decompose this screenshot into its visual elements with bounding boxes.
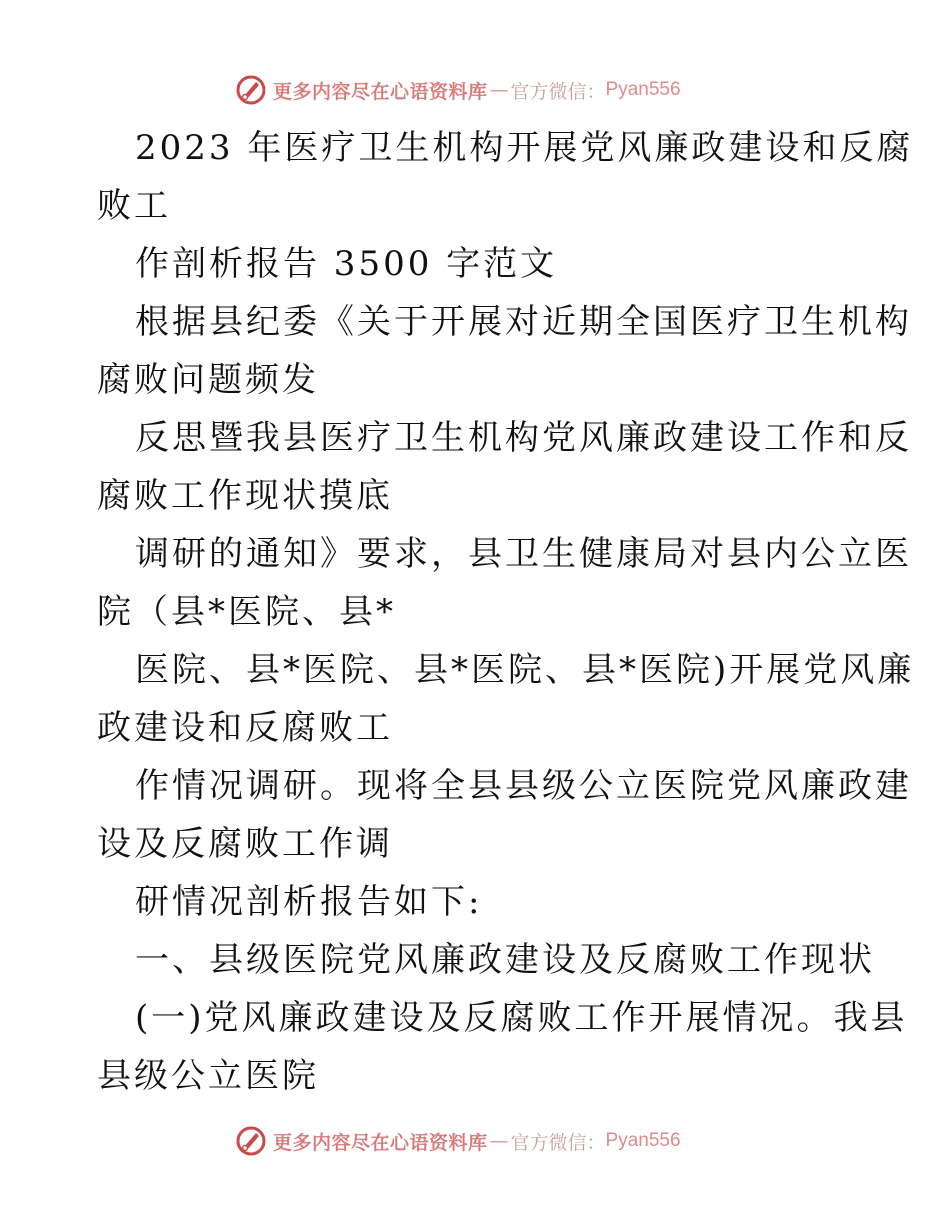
text-line-16: (一)党风廉政建设及反腐败工作开展情况。我县 [135,998,908,1038]
text-line-11: 政建设和反腐败工 [97,708,393,748]
text-line-5: 腐败问题频发 [97,360,319,400]
banner-main-text: 更多内容尽在心语资料库 [273,1131,488,1154]
text-line-13: 设及反腐败工作调 [97,824,393,864]
banner-wechat-id: Pyan556 [605,79,681,100]
banner-dash: — [489,1130,509,1152]
banner-wechat-label: 官方微信： [510,80,606,103]
brand-logo-icon [235,74,267,106]
banner-wechat-id: Pyan556 [605,1130,681,1151]
text-line-15: 一、县级医院党风廉政建设及反腐败工作现状 [135,940,875,980]
text-line-10: 医院、县*医院、县*医院、县*医院)开展党风廉 [135,650,915,690]
banner-wechat-label: 官方微信： [510,1131,606,1154]
brand-logo-icon [235,1125,267,1157]
text-line-9: 院（县*医院、县* [97,592,396,632]
text-line-6: 反思暨我县医疗卫生机构党风廉政建设工作和反 [135,418,912,458]
text-line-2: 败工 [97,186,171,226]
text-line-14: 研情况剖析报告如下: [135,882,483,922]
text-line-12: 作情况调研。现将全县县级公立医院党风廉政建 [135,766,912,806]
banner-dash: — [489,79,509,101]
text-line-8: 调研的通知》要求，县卫生健康局对县内公立医 [135,534,912,574]
text-line-7: 腐败工作现状摸底 [97,476,393,516]
text-line-4: 根据县纪委《关于开展对近期全国医疗卫生机构 [135,302,912,342]
header-watermark-banner [235,72,755,108]
footer-watermark-banner [235,1123,755,1159]
banner-main-text: 更多内容尽在心语资料库 [273,80,488,103]
text-line-1: 2023 年医疗卫生机构开展党风廉政建设和反腐 [135,128,914,168]
text-line-17: 县级公立医院 [97,1056,319,1096]
text-line-3: 作剖析报告 3500 字范文 [135,244,558,284]
